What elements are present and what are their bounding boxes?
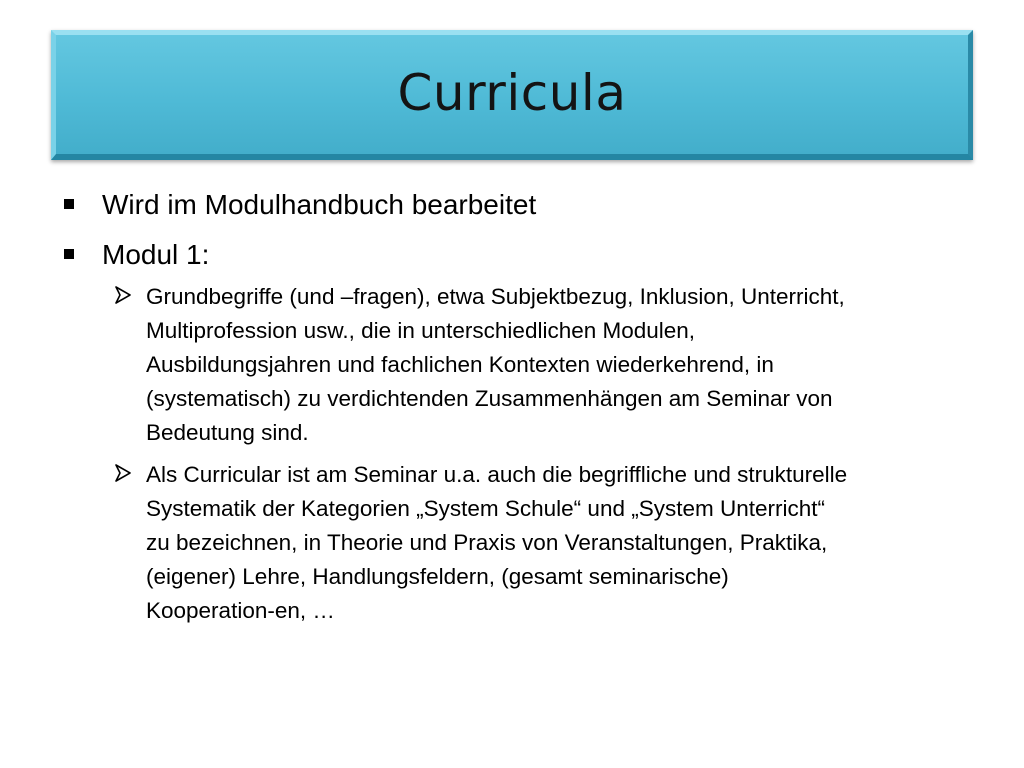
slide-title: Curricula — [397, 63, 627, 122]
sub-bullet-line: (eigener) Lehre, Handlungsfeldern, (gesamt seminarische) — [146, 564, 729, 589]
sub-bullet-item — [146, 458, 976, 628]
arrow-bullet-icon — [114, 464, 132, 482]
sub-bullet-line: Systematik der Kategorien „System Schule“ und „System Unterricht“ — [146, 496, 825, 521]
sub-bullet-line: Als Curricular ist am Seminar u.a. auch die begriffliche und strukturelle — [146, 462, 848, 487]
sub-bullet-line: Grundbegriffe (und –fragen), etwa Subjektbezug, Inklusion, Unterricht, — [146, 284, 845, 309]
sub-bullet-line: Ausbildungsjahren und fachlichen Kontexten wiederkehrend, in — [146, 352, 774, 377]
title-bar — [51, 30, 973, 160]
sub-bullet-item — [146, 280, 976, 450]
sub-bullet-line: Multiprofession usw., die in unterschiedlichen Modulen, — [146, 318, 696, 343]
arrow-bullet-icon — [114, 286, 132, 304]
sub-bullet-line: Kooperation-en, … — [146, 598, 335, 623]
bullet-text: Wird im Modulhandbuch bearbeitet — [102, 189, 537, 220]
sub-bullet-line: (systematisch) zu verdichtenden Zusammenhängen am Seminar von — [146, 386, 833, 411]
square-bullet-icon — [64, 249, 74, 259]
bullet-text: Modul 1: — [102, 239, 210, 270]
bullet-item — [62, 186, 982, 224]
slide-content — [62, 186, 982, 636]
sub-bullet-line: Bedeutung sind. — [146, 420, 309, 445]
bullet-item — [62, 236, 982, 274]
sub-bullet-line: zu bezeichnen, in Theorie und Praxis von Veranstaltungen, Praktika, — [146, 530, 828, 555]
square-bullet-icon — [64, 199, 74, 209]
